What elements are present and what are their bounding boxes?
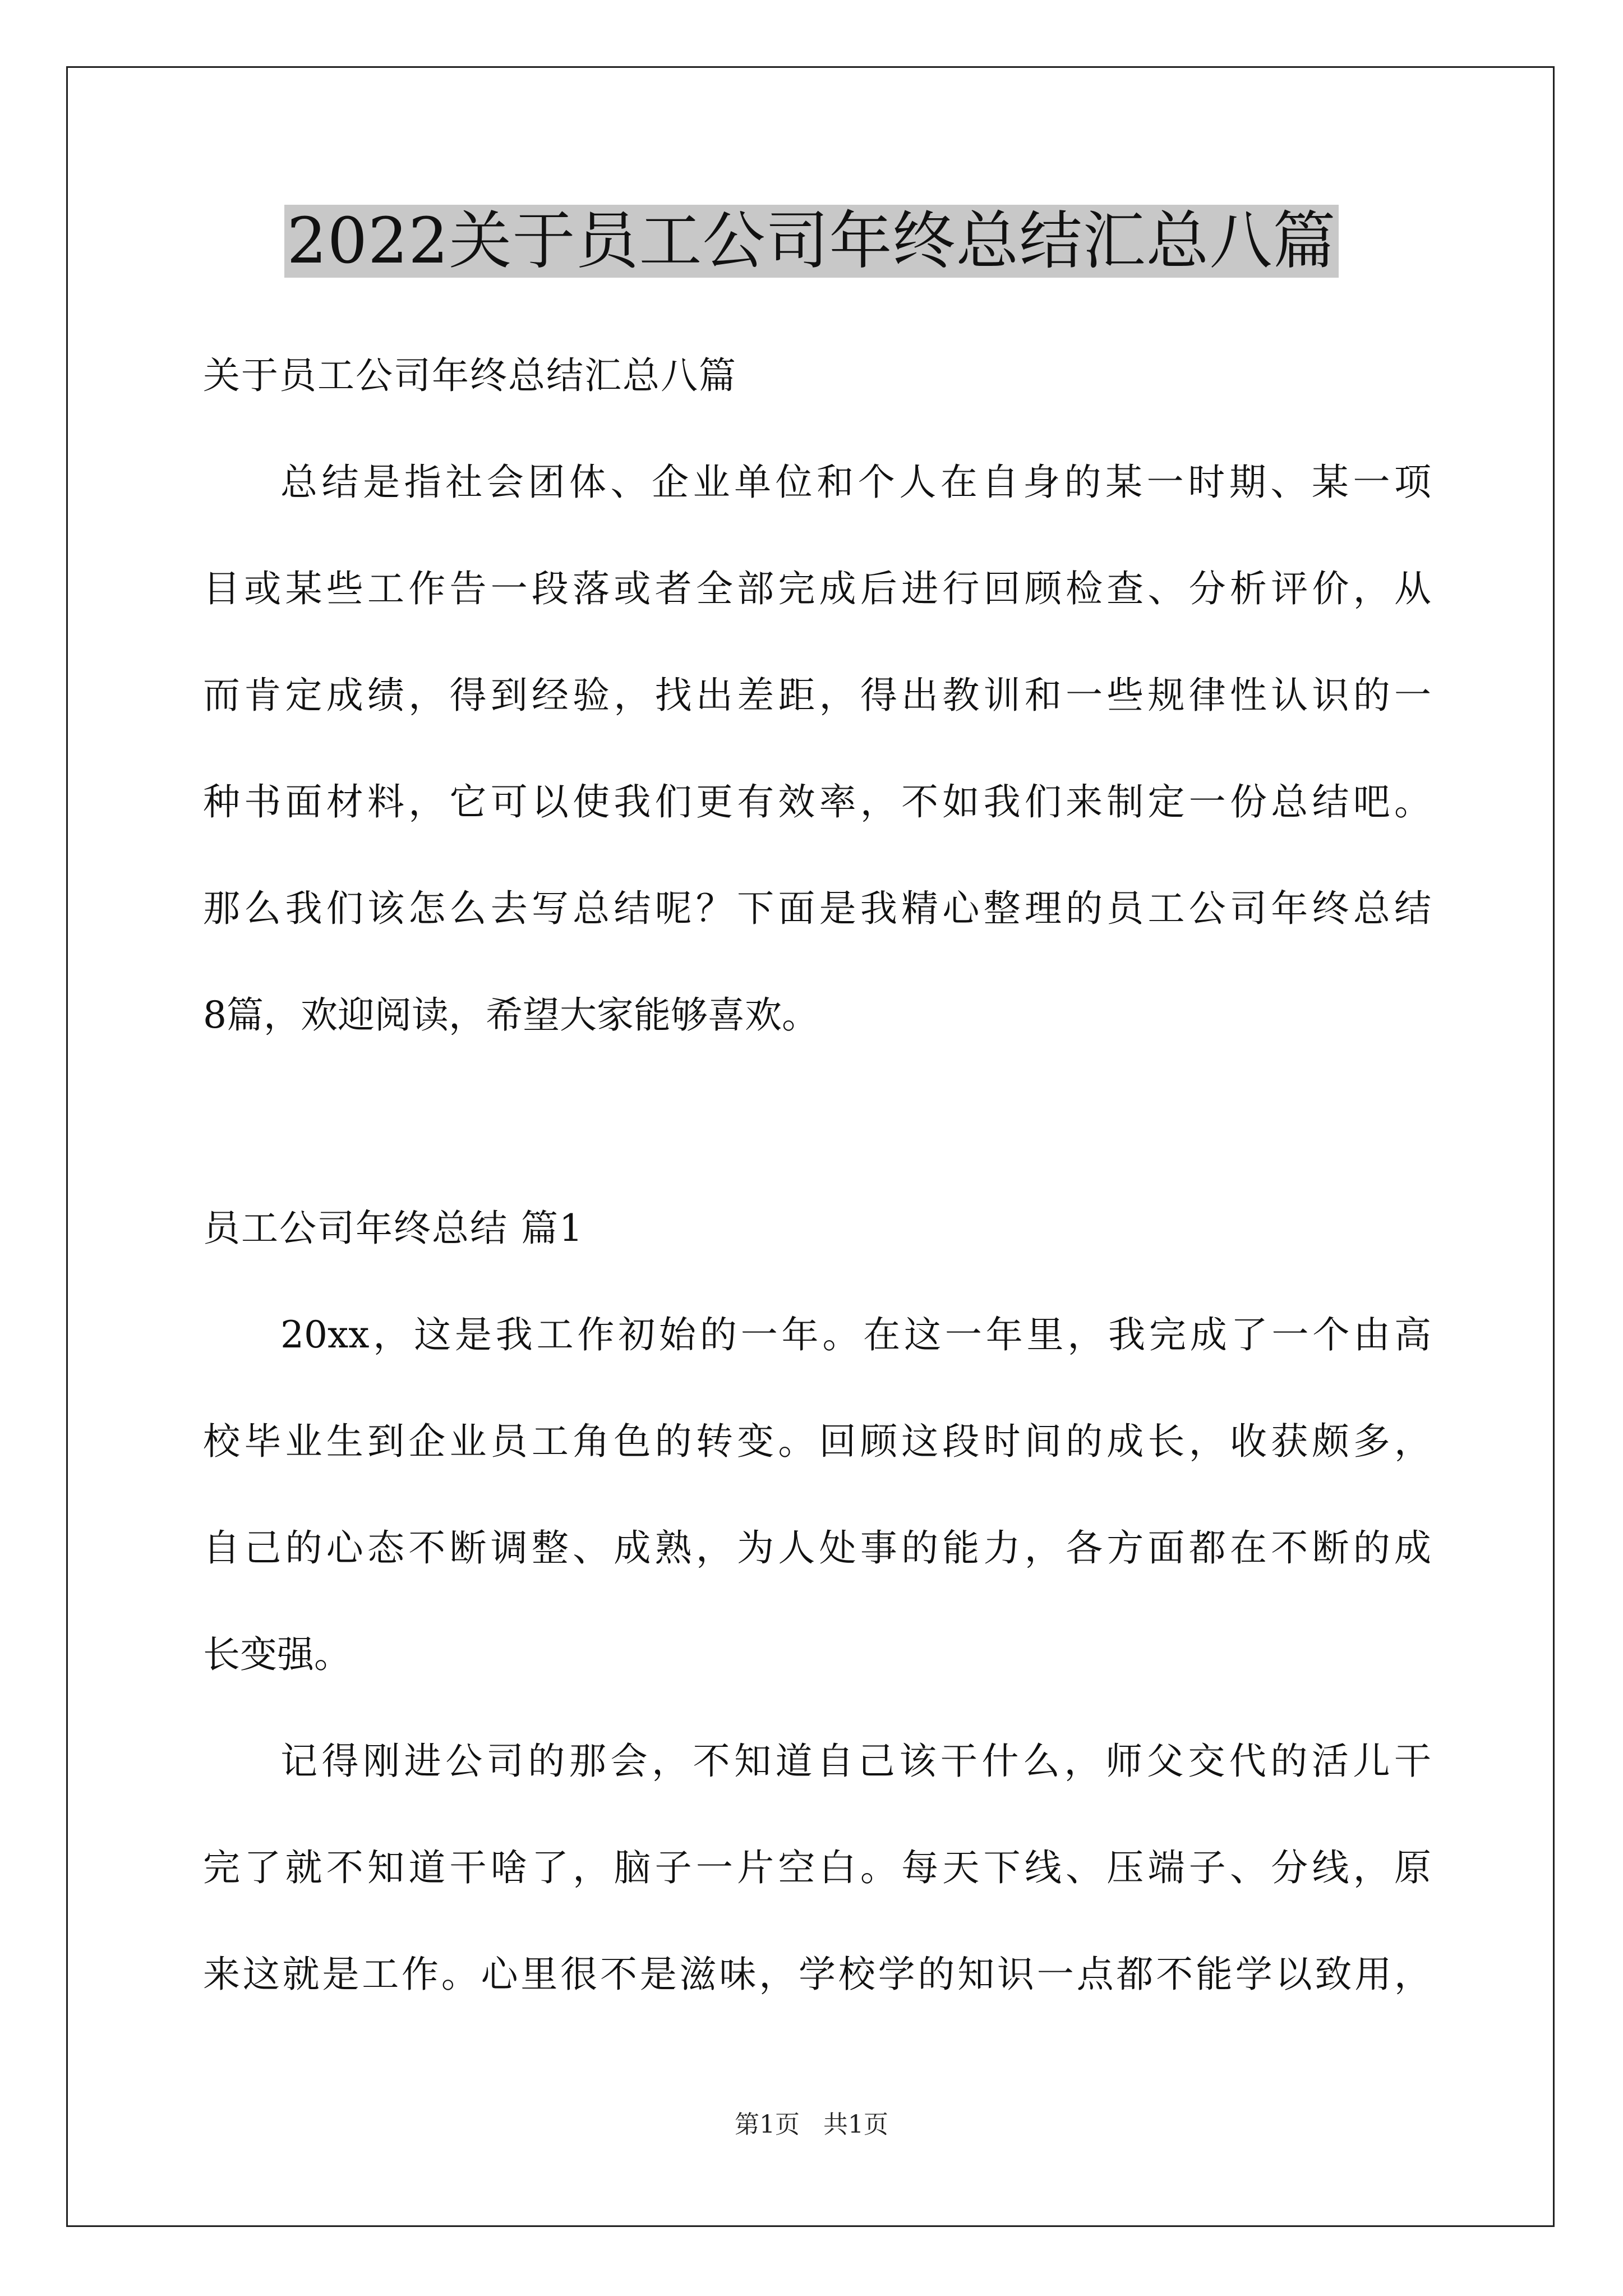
- paragraph-line: 记得刚进公司的那会，不知道自己该干什么，师父交代的活儿干: [280, 1740, 1431, 1783]
- intro-line: 而肯定成绩，得到经验，找出差距，得出教训和一些规律性认识的一: [203, 674, 1431, 717]
- intro-line: 目或某些工作告一段落或者全部完成后进行回顾检查、分析评价，从: [203, 567, 1431, 610]
- document-subtitle: 关于员工公司年终总结汇总八篇: [203, 354, 737, 397]
- paragraph-line: 完了就不知道干啥了，脑子一片空白。每天下线、压端子、分线，原: [203, 1846, 1431, 1889]
- paragraph-line: 自己的心态不断调整、成熟，为人处事的能力，各方面都在不断的成: [203, 1526, 1431, 1570]
- paragraph-line: 校毕业生到企业员工角色的转变。回顾这段时间的成长，收获颇多，: [203, 1420, 1431, 1463]
- section-heading: 员工公司年终总结 篇1: [203, 1207, 584, 1250]
- intro-line: 8篇，欢迎阅读，希望大家能够喜欢。: [203, 993, 819, 1037]
- intro-line: 种书面材料，它可以使我们更有效率，不如我们来制定一份总结吧。: [203, 780, 1431, 823]
- title-container: [0, 205, 1623, 278]
- document-title: 2022关于员工公司年终总结汇总八篇: [284, 205, 1338, 278]
- paragraph-line: 20xx，这是我工作初始的一年。在这一年里，我完成了一个由高: [280, 1313, 1431, 1356]
- intro-line: 总结是指社会团体、企业单位和个人在自身的某一时期、某一项: [280, 461, 1431, 504]
- paragraph-line: 长变强。: [203, 1633, 351, 1676]
- intro-line: 那么我们该怎么去写总结呢？下面是我精心整理的员工公司年终总结: [203, 887, 1431, 930]
- page-number-footer: 第1页 共1页: [735, 2110, 888, 2139]
- paragraph-line: 来这就是工作。心里很不是滋味，学校学的知识一点都不能学以致用，: [203, 1953, 1431, 1996]
